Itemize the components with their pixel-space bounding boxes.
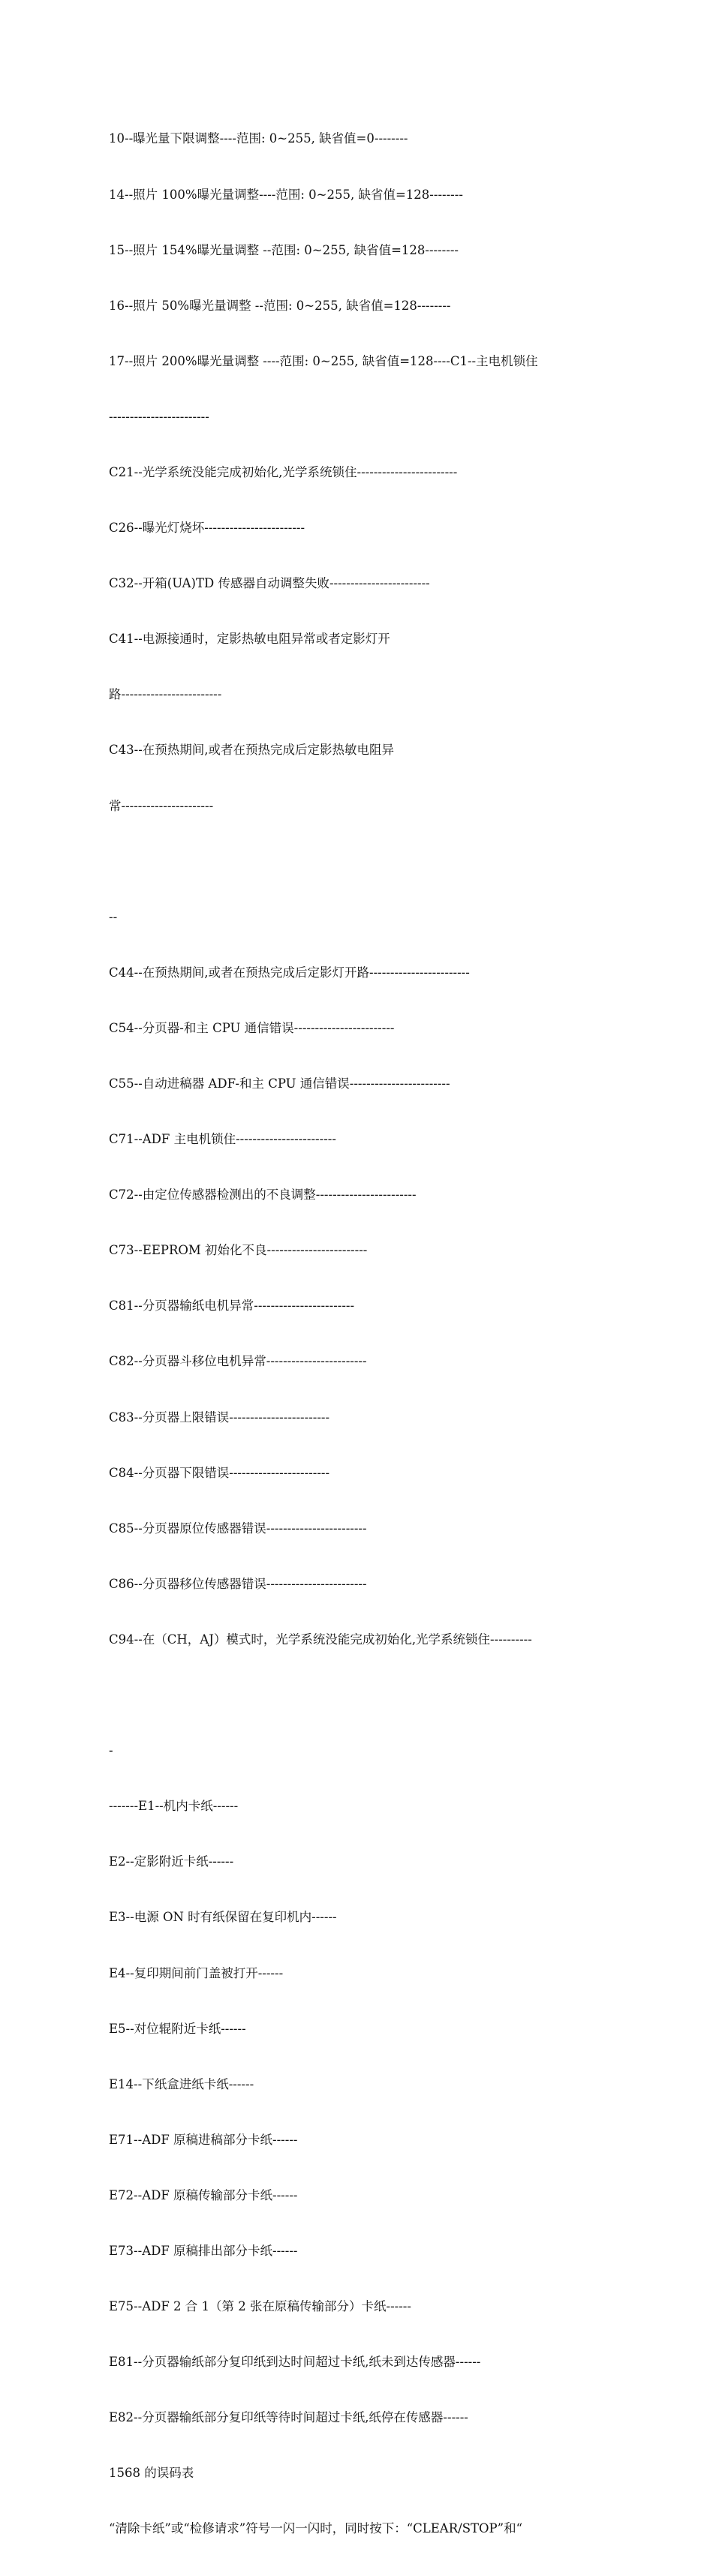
- text-line: C26--曝光灯烧坏------------------------: [109, 521, 305, 536]
- text-line: ------------------------: [109, 409, 209, 424]
- text-line: C32--开箱(UA)TD 传感器自动调整失败------------------------: [109, 576, 430, 591]
- text-line: E82--分页器输纸部分复印纸等待时间超过卡纸,纸停在传感器------: [109, 2410, 468, 2425]
- text-line: 16--照片 50%曝光量调整 --范围: 0~255, 缺省值=128--------: [109, 298, 451, 313]
- text-line: C43--在预热期间,或者在预热完成后定影热敏电阻异: [109, 743, 395, 758]
- text-line: -: [109, 1743, 113, 1758]
- text-line: E5--对位辊附近卡纸------: [109, 2021, 246, 2036]
- text-line: E71--ADF 原稿进稿部分卡纸------: [109, 2132, 298, 2147]
- text-line: C71--ADF 主电机锁住------------------------: [109, 1132, 336, 1147]
- text-line: 路------------------------: [109, 687, 222, 702]
- text-line: C41--电源接通时，定影热敏电阻异常或者定影灯开: [109, 632, 390, 647]
- text-line: 15--照片 154%曝光量调整 --范围: 0~255, 缺省值=128--------: [109, 242, 459, 257]
- text-line: 14--照片 100%曝光量调整----范围: 0~255, 缺省值=128--------: [109, 187, 463, 202]
- text-line: E14--下纸盒进纸卡纸------: [109, 2076, 254, 2091]
- text-line: E4--复印期间前门盖被打开------: [109, 1965, 284, 1980]
- text-line: C82--分页器斗移位电机异常------------------------: [109, 1354, 367, 1369]
- text-line: C44--在预热期间,或者在预热完成后定影灯开路------------------------: [109, 965, 470, 980]
- text-line: C85--分页器原位传感器错误------------------------: [109, 1521, 367, 1536]
- text-line: 17--照片 200%曝光量调整 ----范围: 0~255, 缺省值=128----C1--主电机锁住: [109, 353, 538, 368]
- text-line: C55--自动进稿器 ADF-和主 CPU 通信错误------------------------: [109, 1076, 450, 1091]
- text-line: E72--ADF 原稿传输部分卡纸------: [109, 2187, 298, 2202]
- section-heading: 1568 的误码表: [109, 2466, 194, 2481]
- text-line: E73--ADF 原稿排出部分卡纸------: [109, 2243, 298, 2258]
- text-line: C83--分页器上限错误------------------------: [109, 1410, 330, 1425]
- blank-line: [109, 1686, 694, 1705]
- text-line: E2--定影附近卡纸------: [109, 1854, 234, 1869]
- text-line: C94--在（CH，AJ）模式时，光学系统没能完成初始化,光学系统锁住----------: [109, 1632, 532, 1647]
- text-line: E75--ADF 2 合 1（第 2 张在原稿传输部分）卡纸------: [109, 2299, 411, 2314]
- text-line: C54--分页器-和主 CPU 通信错误------------------------: [109, 1020, 395, 1035]
- text-line: C81--分页器输纸电机异常------------------------: [109, 1299, 355, 1314]
- text-line: 10--曝光量下限调整----范围: 0~255, 缺省值=0--------: [109, 131, 408, 146]
- text-line: 常----------------------: [109, 798, 214, 813]
- text-line: --: [109, 909, 118, 924]
- text-line: C86--分页器移位传感器错误------------------------: [109, 1576, 367, 1591]
- blank-line: [109, 853, 694, 872]
- text-line: C84--分页器下限错误------------------------: [109, 1465, 330, 1480]
- text-line: C21--光学系统没能完成初始化,光学系统锁住------------------------: [109, 464, 458, 479]
- text-line: C73--EEPROM 初始化不良------------------------: [109, 1243, 368, 1258]
- text-line: “清除卡纸”或“检修请求”符号一闪一闪时，同时按下：“CLEAR/STOP”和“: [109, 2521, 523, 2536]
- document-body: [109, 93, 694, 2576]
- text-line: E3--电源 ON 时有纸保留在复印机内------: [109, 1910, 337, 1925]
- text-line: E81--分页器输纸部分复印纸到达时间超过卡纸,纸未到达传感器------: [109, 2355, 481, 2370]
- text-line: -------E1--机内卡纸------: [109, 1799, 239, 1814]
- text-line: C72--由定位传感器检测出的不良调整------------------------: [109, 1187, 417, 1202]
